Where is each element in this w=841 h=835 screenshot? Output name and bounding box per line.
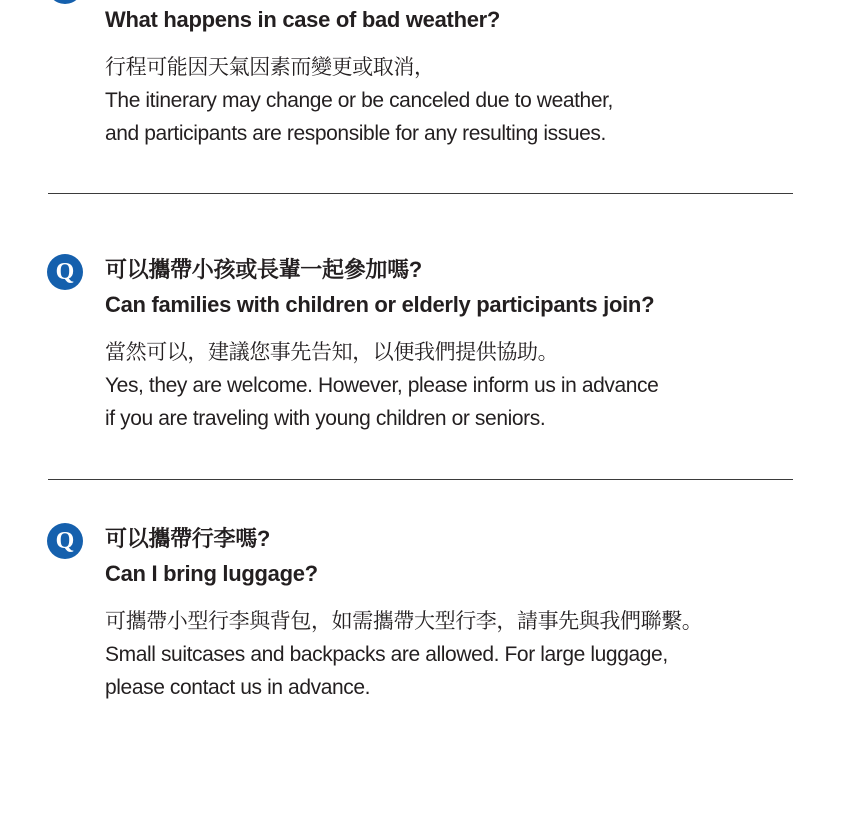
question-en: Can I bring luggage? [105,561,318,586]
answer [105,605,805,704]
answer-en-line-2: if you are traveling with young children or seniors. [105,407,546,430]
answer-en-line-2: and participants are responsible for any resulting issues. [105,122,606,145]
question [105,252,805,322]
divider [48,193,793,194]
answer [105,51,805,150]
answer [105,336,805,435]
divider [48,479,793,480]
question-en: What happens in case of bad weather? [105,7,501,32]
answer-en-line-1: Yes, they are welcome. However, please inform us in advance [105,374,659,397]
question [105,521,805,591]
answer-zh: 當然可以，建議您事先告知，以便我們提供協助。 [105,341,559,364]
question-en: Can families with children or elderly participants join? [105,292,655,317]
answer-en-line-2: please contact us in advance. [105,676,371,699]
q-badge-icon: Q [47,254,83,290]
question-zh: 可以攜帶行李嗎? [105,526,271,551]
answer-en-line-1: Small suitcases and backpacks are allowed. For large luggage, [105,643,668,666]
answer-zh: 可攜帶小型行李與背包，如需攜帶大型行李，請事先與我們聯繫。 [105,610,703,633]
q-badge-icon [47,0,83,4]
answer-zh: 行程可能因天氣因素而變更或取消， [105,56,435,79]
q-badge-icon: Q [47,523,83,559]
answer-en-line-1: The itinerary may change or be canceled due to weather, [105,89,613,112]
question-zh: 可以攜帶小孩或長輩一起參加嗎? [105,257,422,282]
